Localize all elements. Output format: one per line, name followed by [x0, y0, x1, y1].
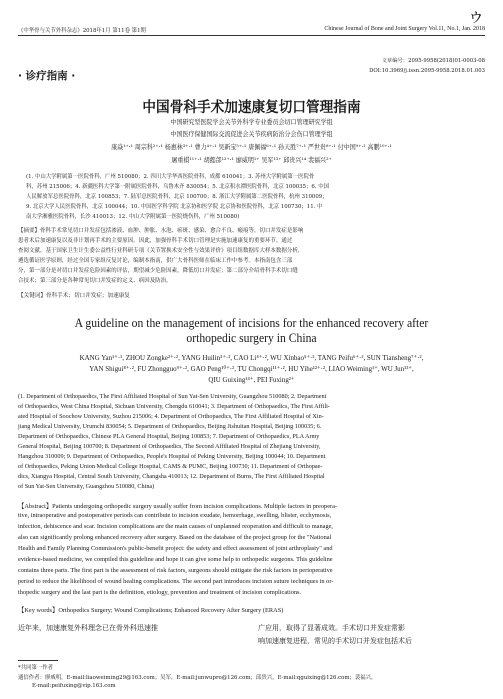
- affiliation-cn: (1. 中山大学附属第一医院骨科，广州 510080；2. 四川大学华西医院骨科，成都 610041；3. 苏州大学附属第一医院骨: [26, 174, 315, 180]
- affiliation-en: of Orthopaedics, Peking Union Medical College Hospital, CAMS & PUMC, Beijing 100730; 11. Department of Orthopae-: [18, 463, 323, 470]
- affiliation-en: dics, Xiangya Hospital, Central South University, Changsha 410013; 12. Department of Burns, The First Affiliated Hospital: [18, 473, 325, 480]
- body-right-column: 广应用，取得了显著成效。手术切口并发症常影: [258, 624, 405, 632]
- keywords-en: 【Key words】Orthopedics Surgery; Wound Complications; Enhanced Recovery After Surgery (ERAS): [18, 607, 284, 614]
- affiliation-cn: 人民解放军总医院骨科，北京 100853；7. 陆军总医院骨科，北京 100700；8. 浙江大学附属第二医院骨科，杭州 310009；: [26, 194, 328, 200]
- org-line: 中国研究型医院学会关节外科学专业委员会切口管理研究学组: [170, 118, 333, 126]
- footnote: *共同第一作者: [18, 665, 54, 671]
- abstract-en-line: contains three parts. The first part is the assessment of risk factors, surgeons should mitigate the risk factors in perioperative: [18, 567, 333, 574]
- org-line: 中国医疗保健国际交流促进会关节疾病防治分会伤口管理学组: [170, 130, 333, 138]
- footnote: 通信作者：廖威明，E-mail:liaoweiming29@163.com；吴军，E-mail:junwupro@126.com；邱贵兴，E-mail:qguixing@126.com；裴福兴，: [18, 675, 377, 681]
- journal-cn: 《中华骨与关节外科杂志》2018年1月 第11卷 第1期: [18, 28, 146, 34]
- abstract-en-line: period to reduce the likelihood of wound healing complications. The second part introduces incision suture techniques in or-: [18, 578, 334, 585]
- abstract-cn-line: 合技术；第三部分是各种常见切口并发症的定义、病因及防治。: [18, 278, 172, 284]
- affiliation-en: of Sun Yat-Sen University, Guangzhou 510080, China): [18, 483, 155, 490]
- abstract-en-line: Health and Family Planning Commission's public-benefit project: the safety and effect assessment of joint arthroplasty" and: [18, 545, 333, 552]
- authors-en: QIU Guixing¹⁴⁺, PEI Fuxing²⁺: [208, 375, 295, 384]
- authors-en: YAN Shigui⁸⁺·², FU Zhongguo⁹⁺·², GAO Peng¹⁰⁺·², TU Chongqi¹¹⁺·², HU Yihe¹²⁺·², LIAO Weiming¹⁺, WU Jun¹³⁺,: [89, 364, 414, 373]
- affiliation-en: Hangzhou 310009; 9. Department of Orthopaedics, People's Hospital of Peking University, Beijing 100044; 10. Department: [18, 453, 326, 460]
- keywords-cn: 【关键词】骨科手术；切口并发症；加速康复: [18, 293, 130, 299]
- handwritten-mark: ゥ: [467, 6, 485, 27]
- abstract-en-line: tive, intraoperative and postoperative periods can contribute to incision exudate, hemorrhage, swelling, blister, ecchymosis,: [18, 512, 332, 519]
- body-left-column: 近年来，加速康复外科理念已在骨外科迅速推: [18, 624, 158, 632]
- title-en: A guideline on the management of incisions for the enhanced recovery after: [74, 316, 429, 330]
- abstract-cn-line: 【摘要】骨科手术常见切口并发症包括渗液、血肿、肿胀、水泡、瘀斑、感染、愈合不良、瘢痕等，切口并发症是影响: [18, 228, 304, 234]
- column-label: · 诊疗指南 ·: [18, 70, 76, 82]
- abstract-en-line: also can significantly prolong enhanced recovery after surgery. Based on the database of the project group for the "National: [18, 534, 332, 541]
- abstract-en-line: 【Abstract】Patients undergoing orthopedic surgery usually suffer from incision complications. Multiple factors in preopera-: [18, 503, 338, 510]
- doi: DOI:10.3969/j.issn.2095-9958.2018.01.003: [369, 68, 485, 74]
- authors-en: KANG Yan¹⁺·¹, ZHOU Zongke²⁺·², YANG Huilin³⁺·², CAO Li⁴⁺·², WU Xinbao⁵⁺·², TANG Peifu⁶⁺·², SUN Tiansheng⁷⁺·²,: [79, 353, 424, 362]
- title-en: orthopedic surgery in China: [186, 331, 317, 345]
- abstract-en-line: evidence-based medicine, we compiled this guideline and hope it can give some help to orthopedic surgeons. This guideline: [18, 556, 333, 563]
- abstract-cn-line: 分，第一部分是对切口并发症危险因素的评估，期望减少危险因素，降低切口并发症；第二部分介绍骨科手术切口缝: [18, 268, 298, 274]
- affiliation-cn: 9. 北京大学人民医院骨科，北京 100044；10. 中国医学科学院 北京协和医学院 北京协和医院骨科，北京 100730；11. 中: [26, 204, 323, 210]
- abstract-cn-line: 患者术后加速康复以及非计划再手术的主要原因。因此，加强骨科手术切口管理是实施加速康复的重要环节。通过: [18, 238, 293, 244]
- affiliation-en: General Hospital, Beijing 100700; 8. Department of Orthopaedics, The Second Affiliated Hospital of Zhejiang University,: [18, 443, 321, 450]
- abstract-cn-line: 遴选循证医学原则，经过全国专家组反复讨论，编制本指南，供广大骨科医师在临床工作中参考。本指南包含三部: [18, 258, 293, 264]
- affiliation-cn: 科，苏州 215006；4. 新疆医科大学第一附属医院骨科，乌鲁木齐 830054；5. 北京积水潭医院骨科，北京 100035；6. 中国: [26, 184, 330, 190]
- page-title: 中国骨科手术加速康复切口管理指南: [142, 100, 361, 116]
- affiliation-en: jiang Medical University, Urumchi 830054; 5. Department of Orthopaedics, Beijing Jishuitan Hospital, Beijing 100035; 6.: [18, 423, 322, 430]
- affiliation-cn: 南大学湘雅医院骨科，长沙 410013；12. 中山大学附属第一医院烧伤科，广州 510080): [26, 214, 240, 220]
- footnote: E-mail:peifuxing@vip.163.com: [32, 683, 116, 689]
- body-right-column: 响加速康复进程，常见的手术切口并发症包括术后: [258, 637, 412, 645]
- abstract-en-line: infection, dehiscence and scar. Incision complications are the main causes of unplanned reoperation and difficult to manage,: [18, 523, 334, 530]
- abstract-en-line: thopedic surgery and the last part is the definition, etiology, prevention and treatment of incision complications.: [18, 589, 302, 596]
- abstract-cn-line: 查阅文献，基于国家卫生计生委公益性行业科研专项《关节置换术安全性与效果评价》项目组数据库大样本数据分析，: [18, 248, 304, 254]
- footnote-rule: [18, 660, 58, 661]
- article-no: 文章编号：2095-9958(2018)01-0003-08: [381, 58, 485, 64]
- authors-cn: 康焱¹⁺·¹ 周宗科²⁺·¹ 杨惠林³⁺·¹ 曹力⁴⁺·¹ 吴新宝⁵⁺·¹ 唐佩福⁶⁺·¹ 孙天胜⁷⁺·¹ 严世贵⁸⁺·¹ 付中国⁹⁺·¹ 高鹏¹⁰⁺·¹: [111, 143, 392, 151]
- affiliation-en: of Orthopaedics, West China Hospital, Sichuan University, Chengdu 610041; 3. Department of Orthopaedics, The First Affili-: [18, 403, 330, 410]
- header-rule: [18, 35, 485, 36]
- affiliation-en: ated Hospital of Soochow University, Suzhou 215006; 4. Department of Orthopaedics, The First Affiliated Hospital of Xin-: [18, 413, 324, 420]
- affiliation-en: Department of Orthopaedics, Chinese PLA General Hospital, Beijing 100853; 7. Department of Orthopaedics, PLA Army: [18, 433, 320, 440]
- journal-en: Chinese Journal of Bone and Joint Surgery Vol.11, No.1, Jan. 2018: [324, 26, 485, 32]
- affiliation-en: (1. Department of Orthopaedics, The First Affiliated Hospital of Sun Yat-Sen University, Guangzhou 510080; 2. Department: [18, 393, 327, 400]
- authors-cn: 屠重棋¹¹⁺·¹ 胡懿郃¹²⁺·¹ 廖威明¹⁺ 吴军¹³⁺ 邱贵兴¹⁴ 裴福兴²⁺: [171, 156, 332, 164]
